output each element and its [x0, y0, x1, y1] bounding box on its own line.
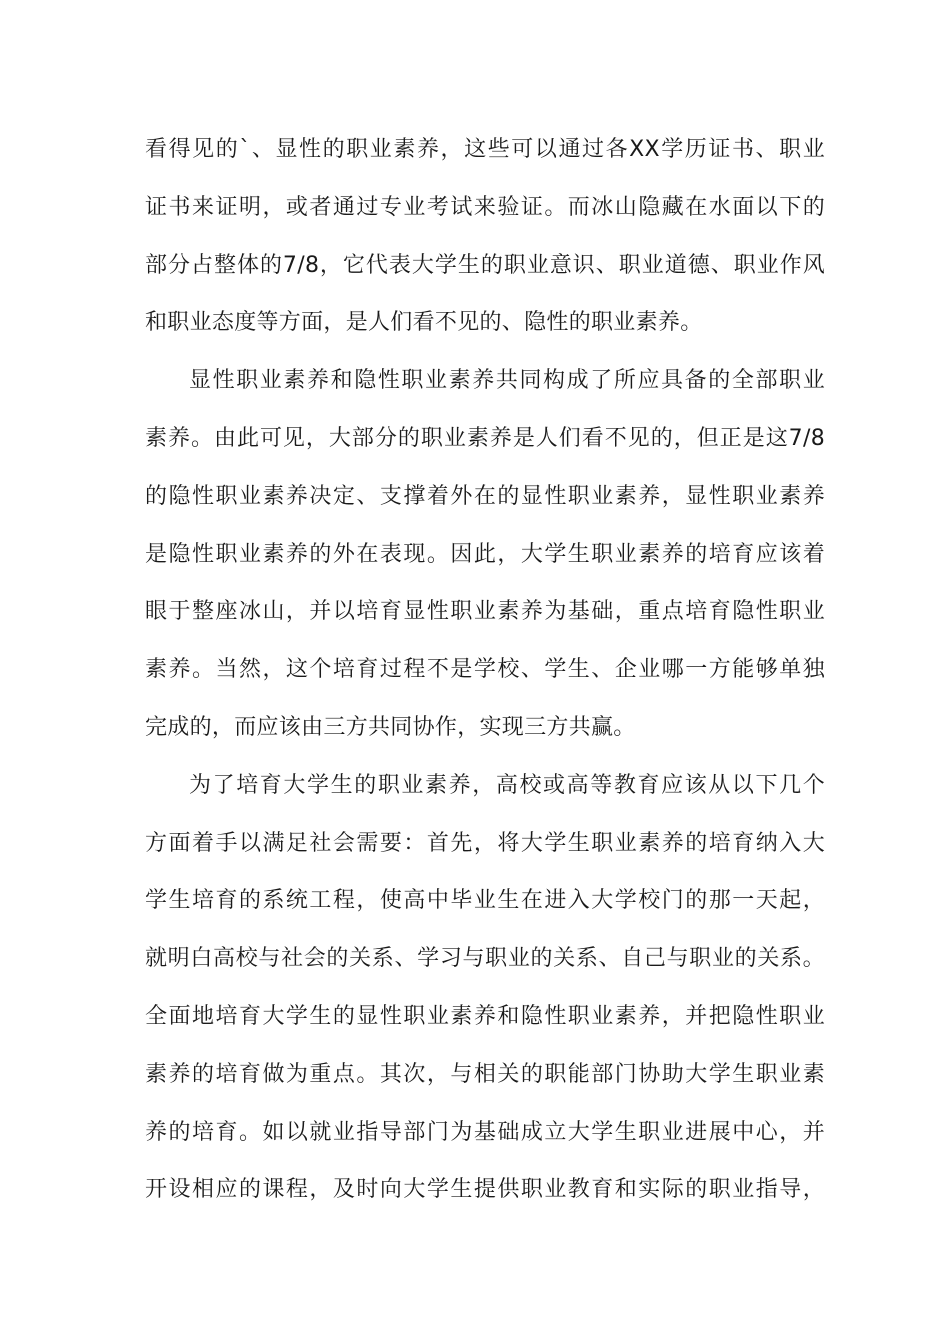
paragraph-1: [145, 128, 825, 359]
text-line: 开设相应的课程，及时向大学生提供职业教育和实际的职业指导，: [145, 1177, 825, 1203]
paragraph-3: [145, 764, 825, 1226]
text-line: 为了培育大学生的职业素养，高校或高等教育应该从以下几个: [189, 772, 825, 798]
text-line: 方面着手以满足社会需要：首先，将大学生职业素养的培育纳入大: [145, 830, 825, 856]
text-line: 养的培育。如以就业指导部门为基础成立大学生职业进展中心，并: [145, 1119, 825, 1145]
text-line: 素养。当然，这个培育过程不是学校、学生、企业哪一方能够单独: [145, 657, 825, 683]
text-line: 和职业态度等方面，是人们看不见的、隐性的职业素养。: [145, 310, 703, 336]
text-line: 就明白高校与社会的关系、学习与职业的关系、自己与职业的关系。: [145, 946, 825, 972]
text-line: 看得见的`、显性的职业素养，这些可以通过各XX学历证书、职业: [145, 137, 825, 162]
text-line: 全面地培育大学生的显性职业素养和隐性职业素养，并把隐性职业: [145, 1003, 825, 1029]
text-line: 显性职业素养和隐性职业素养共同构成了所应具备的全部职业: [189, 368, 825, 394]
paragraph-2: [145, 359, 825, 764]
text-line: 完成的，而应该由三方共同协作，实现三方共赢。: [145, 714, 636, 740]
text-line: 部分占整体的7/8，它代表大学生的职业意识、职业道德、职业作风: [145, 252, 825, 278]
document-body: [145, 128, 825, 1226]
text-line: 的隐性职业素养决定、支撑着外在的显性职业素养，显性职业素养: [145, 483, 825, 509]
text-line: 是隐性职业素养的外在表现。因此，大学生职业素养的培育应该着: [145, 541, 825, 567]
text-line: 素养的培育做为重点。其次，与相关的职能部门协助大学生职业素: [145, 1061, 825, 1087]
text-line: 学生培育的系统工程，使高中毕业生在进入大学校门的那一天起，: [145, 888, 825, 914]
text-line: 证书来证明，或者通过专业考试来验证。而冰山隐藏在水面以下的: [145, 194, 825, 220]
text-line: 眼于整座冰山，并以培育显性职业素养为基础，重点培育隐性职业: [145, 599, 825, 625]
text-line: 素养。由此可见，大部分的职业素养是人们看不见的，但正是这7/8: [145, 425, 825, 451]
